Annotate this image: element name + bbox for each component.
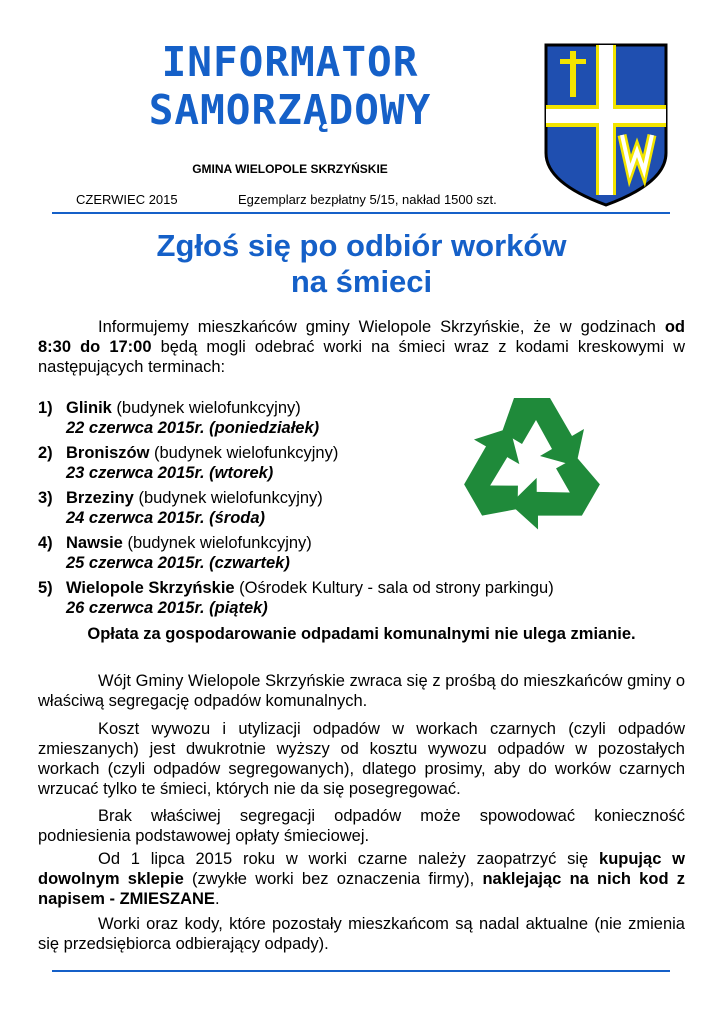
list-item: 3) Brzeziny (budynek wielofunkcyjny) 24 czerwca 2015r. (środa) [38,489,323,527]
recycle-icon [444,380,620,552]
headline-line2: na śmieci [290,264,433,299]
gmina-name: GMINA WIELOPOLE SKRZYŃSKIE [192,162,388,176]
issue-copies: Egzemplarz bezpłatny 5/15, nakład 1500 szt. [238,192,497,207]
list-item: 5) Wielopole Skrzyńskie (Ośrodek Kultury - sala od strony parkingu) 26 czerwca 2015r. (piątek) [38,579,554,617]
paragraph-fee-increase: Brak właściwej segregacji odpadów może spowodować konieczność podniesienia podstawowej opłaty śmieciowej. [38,807,685,845]
fee-notice: Opłata za gospodarowanie odpadami komunalnymi nie ulega zmianie. [87,625,636,643]
list-item: 4) Nawsie (budynek wielofunkcyjny) 25 czerwca 2015r. (czwartek) [38,534,312,572]
paragraph-segregation-request: Wójt Gminy Wielopole Skrzyńskie zwraca się z prośbą do mieszkańców gminy o właściwą segregację odpadów komunalnych. [38,672,685,710]
intro-paragraph: Informujemy mieszkańców gminy Wielopole Skrzyńskie, że w godzinach od 8:30 do 17:00 będą mogli odebrać worki na śmieci wraz z kodami kreskowymi w następujących terminach: [38,318,685,376]
paragraph-black-bags: Od 1 lipca 2015 roku w worki czarne należy zaopatrzyć się kupując w dowolnym sklepie (zwykłe worki bez oznaczenia firmy), naklejając na nich kod z napisem - ZMIESZANE. [38,850,685,908]
paragraph-cost: Koszt wywozu i utylizacji odpadów w workach czarnych (czyli odpadów zmieszanych) jest dwukrotnie wyższy od kosztu wywozu odpadów w pozostałych workach (czyli odpadów segregowanych), dlatego prosimy, aby do worków czarnych wrzucać tylko te śmieci, których nie da się posegregować. [38,720,685,798]
coat-of-arms-icon [544,43,668,207]
headline-line1: Zgłoś się po odbiór worków [156,228,567,263]
paragraph-codes-valid: Worki oraz kody, które pozostały mieszkańcom są nadal aktualne (nie zmienia się przedsiębiorca odbierający odpady). [38,915,685,953]
list-item: 1) Glinik (budynek wielofunkcyjny) 22 czerwca 2015r. (poniedziałek) [38,399,320,437]
header-divider [52,212,670,214]
masthead-title-line2: SAMORZĄDOWY [148,86,432,134]
masthead-title-line1: INFORMATOR [161,38,419,86]
footer-divider [52,970,670,972]
issue-date: CZERWIEC 2015 [76,192,178,207]
list-item: 2) Broniszów (budynek wielofunkcyjny) 23 czerwca 2015r. (wtorek) [38,444,339,482]
